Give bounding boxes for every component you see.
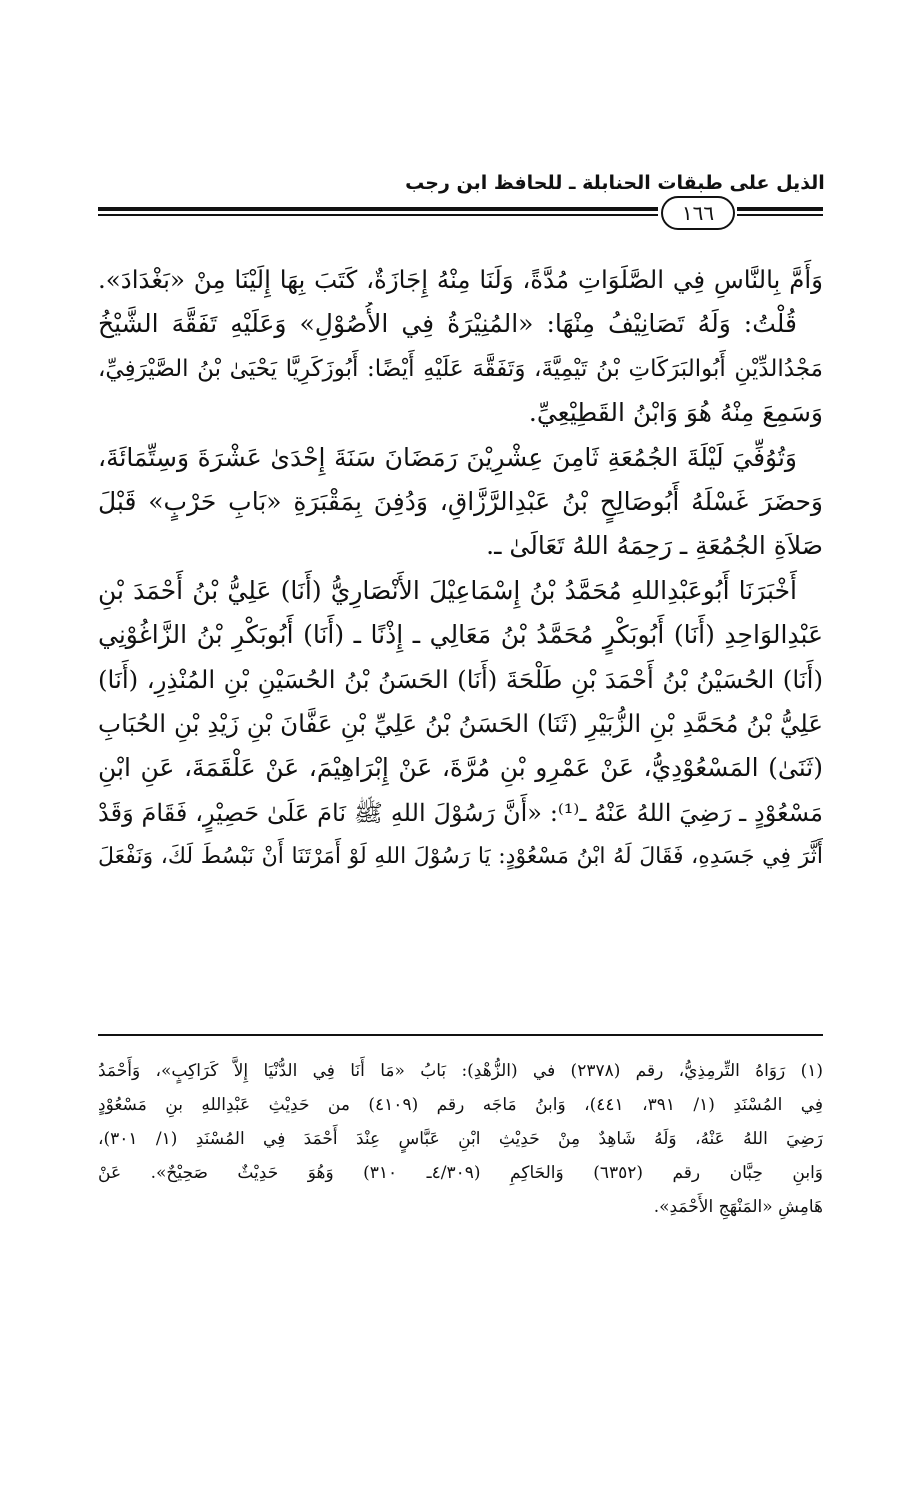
text-line: (ثَنَىٰ) المَسْعُوْدِيُّ، عَنْ عَمْرِو بْنِ مُرَّةَ، عَنْ إِبْرَاهِيْمَ، عَنْ عَلْقَمَةَ، عَنِ ابْنِ — [98, 753, 823, 783]
header-rule-thick-right — [737, 207, 823, 211]
running-header-title: الذيل على طبقات الحنابلة ـ للحافظ ابن رجب — [405, 172, 825, 194]
text-line: مَجْدُالدِّيْنِ أَبُوالبَرَكَاتِ بْنُ تَيْمِيَّةَ، وَتَفَقَّهَ عَلَيْهِ أَيْضًا: أَبُوزَكَرِيَّا يَحْيَىٰ بْنُ الصَّيْرَفِيِّ، — [98, 355, 823, 382]
text-line: قُلْتُ: وَلَهُ تَصَانِيْفُ مِنْهَا: «المُنِيْرَةُ فِي الأُصُوْلِ» وَعَلَيْهِ تَفَقَّهَ الشَّيْخُ — [98, 309, 797, 339]
footnotes — [98, 1054, 823, 1224]
text-line: عَبْدِالوَاحِدِ (أَنَا) أَبُوبَكْرٍ مُحَمَّدُ بْنُ مَعَالِي ـ إِذْنًا ـ (أَنَا) أَبُوبَكْرِ بْنُ الزَّاغُوْنِي — [98, 620, 823, 650]
text-line: وَسَمِعَ مِنْهُ هُوَ وَابْنُ القَطِيْعِيِّ. — [528, 398, 823, 428]
text-line: عَلِيُّ بْنُ مُحَمَّدِ بْنِ الزُّبَيْرِ (ثَنَا) الحَسَنُ بْنُ عَلِيِّ بْنِ عَفَّانَ بْنِ زَيْدِ بْنِ الحُبَابِ — [98, 708, 823, 738]
footnote-line: وَابنِ حِبَّان رقم (٦٣٥٢) وَالحَاكِمِ (٤/٣٠٩ـ ٣١٠) وَهُوَ حَدِيْثٌ صَحِيْحٌ». عَنْ — [98, 1163, 823, 1183]
text-line: أَثَّرَ فِي جَسَدِهِ، فَقَالَ لَهُ ابْنُ مَسْعُوْدٍ: يَا رَسُوْلَ اللهِ لَوْ أَمَرْتَنَا أَنْ نَبْسُطَ لَكَ، وَنَفْعَلَ — [98, 844, 823, 870]
text-line: صَلاَةِ الجُمُعَةِ ـ رَحِمَهُ اللهُ تَعَالَىٰ ـ. — [486, 531, 823, 561]
footnote-separator — [98, 1034, 823, 1036]
page-number: ١٦٦ — [661, 196, 735, 230]
text-line: وَحضَرَ غَسْلَهُ أَبُوصَالِحٍ بْنُ عَبْدِالرَّزَّاقِ، وَدُفِنَ بِمَقْبَرَةِ «بَابِ حَرْبٍ» قَبْلَ — [98, 486, 823, 516]
footnote-line: رَضِيَ اللهُ عَنْهُ، وَلَهُ شَاهِدٌ مِنْ حَدِيْثِ ابْنِ عَبَّاسٍ عِنْدَ أَحْمَدَ فِي المُسْنَدِ (١/ ٣٠١)، — [98, 1129, 823, 1149]
text-line: وَأَمَّ بِالنَّاسِ فِي الصَّلَوَاتِ مُدَّةً، وَلَنَا مِنْهُ إِجَازَةٌ، كَتَبَ بِهَا إِلَيْنَا مِنْ «بَغْدَادَ». — [98, 265, 823, 294]
text-line: وَتُوُفِّيَ لَيْلَةَ الجُمُعَةِ ثَامِنَ عِشْرِيْنَ رَمَضَانَ سَنَةَ إِحْدَىٰ عَشْرَةَ وَسِتِّمَائَةَ، — [98, 442, 797, 472]
header-rule-thick — [98, 207, 658, 211]
header-rule-thin — [98, 214, 658, 216]
footnote-line: هَامِشِ «المَنْهَجِ الأَحْمَدِ». — [653, 1197, 823, 1217]
main-text — [98, 258, 823, 879]
text-line: أَخْبَرَنَا أَبُوعَبْدِاللهِ مُحَمَّدُ بْنُ إِسْمَاعِيْلَ الأَنْصَارِيُّ (أَنَا) عَلِيُّ بْنُ أَحْمَدَ بْنِ — [98, 575, 797, 605]
footnote-line: (١) رَوَاهُ التِّرمِذِيُّ، رقم (٢٣٧٨) في (الزُّهْدِ): بَابُ «مَا أَنَا فِي الدُّنْيَا إِلاَّ كَرَاكِبٍ»، وَأَحْمَدُ — [98, 1061, 823, 1081]
footnote-line: فِي المُسْنَدِ (١/ ٣٩١، ٤٤١)، وَابنُ مَاجَه رقم (٤١٠٩) من حَدِيْثِ عَبْدِاللهِ بنِ مَسْعُوْدٍ — [98, 1095, 823, 1115]
header-rule-thin-right — [737, 214, 823, 216]
text-line: مَسْعُوْدٍ ـ رَضِيَ اللهُ عَنْهُ ـ⁽¹⁾: «أَنَّ رَسُوْلَ اللهِ ﷺ نَامَ عَلَىٰ حَصِيْرٍ، فَقَامَ وَقَدْ — [98, 798, 823, 827]
text-line: (أَنَا) الحُسَيْنُ بْنُ أَحْمَدَ بْنِ طَلْحَةَ (أَنَا) الحَسَنُ بْنُ الحُسَيْنِ بْنِ المُنْذِرِ، (أَنَا) — [98, 664, 823, 694]
